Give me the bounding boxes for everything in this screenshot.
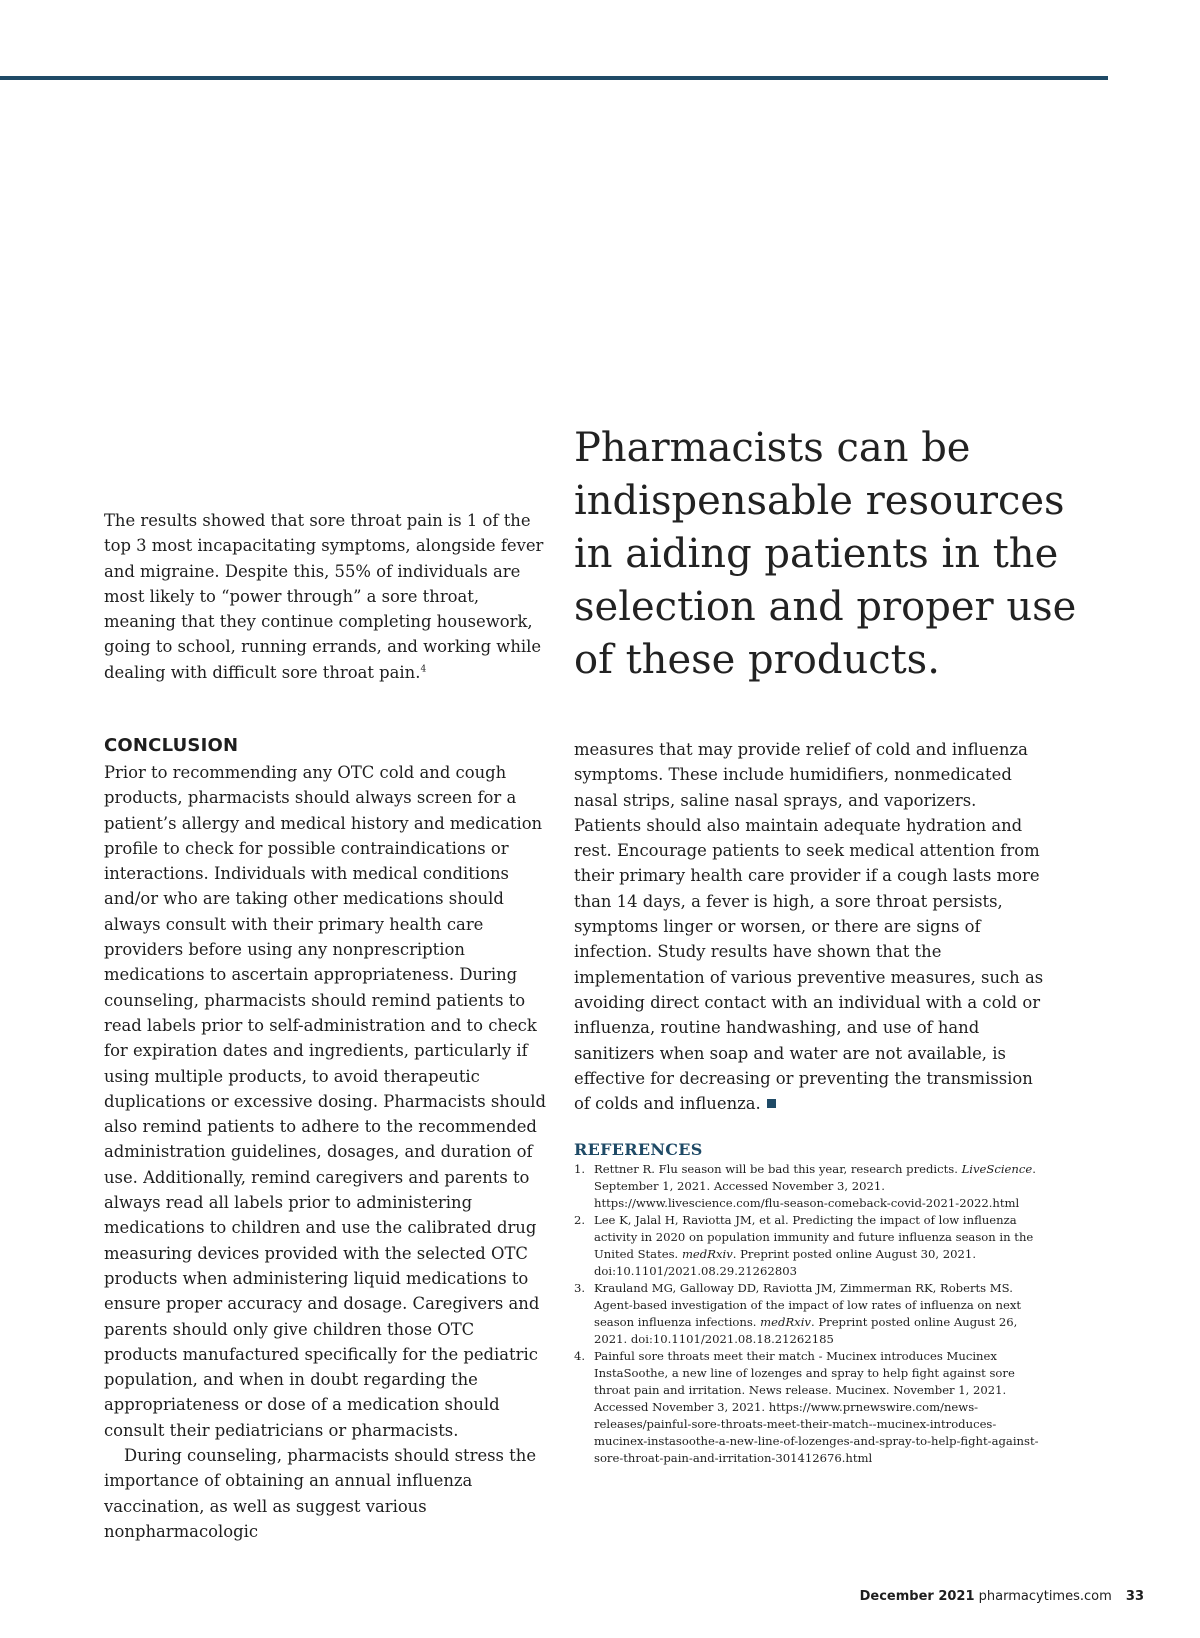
conclusion-section [104, 734, 550, 1544]
reference-text: Lee K, Jalal H, Raviotta JM, et al. Predicting the impact of low influenza activity in 2020 on population immunity and future influenza season in the United States. [594, 1213, 1034, 1261]
intro-text: The results showed that sore throat pain is 1 of the top 3 most incapacitating symptoms, alongside fever and migraine. Despite this, 55% of individuals are most likely to “power through” a sore throat, meaning that they continue completing housework, going to school, running errands, and working while dealing with difficult sore throat pain. [104, 511, 544, 682]
conclusion-paragraph-3: measures that may provide relief of cold and influenza symptoms. These include humidifiers, nonmedicated nasal strips, saline nasal sprays, and vaporizers. Patients should also maintain adequate hydration and rest. Encourage patients to seek medical attention from their primary health care provider if a cough lasts more than 14 days, a fever is high, a sore throat persists, symptoms linger or worsen, or there are signs of infection. Study results have shown that the implementation of various preventive measures, such as avoiding direct contact with an individual with a cold or influenza, routine handwashing, and use of hand sanitizers when soap and water are not available, is effective for decreasing or preventing the transmission of colds and influenza. [574, 740, 1044, 1114]
reference-item [574, 1348, 1044, 1467]
reference-number: 3. [574, 1281, 586, 1295]
reference-item [574, 1161, 1044, 1212]
reference-text-tail: . Preprint posted online August 26, 2021. doi:10.1101/2021.08.18.21262185 [594, 1315, 1018, 1346]
conclusion-paragraph-2: During counseling, pharmacists should stress the importance of obtaining an annual influenza vaccination, as well as suggest various nonpharmacologic [104, 1446, 537, 1541]
reference-journal: LiveScience [961, 1162, 1033, 1176]
reference-item [574, 1212, 1044, 1280]
reference-text: Rettner R. Flu season will be bad this year, research predicts. [594, 1162, 962, 1176]
top-rule [0, 76, 1108, 80]
reference-number: 4. [574, 1349, 586, 1363]
footer-site: pharmacytimes.com [978, 1589, 1112, 1604]
intro-paragraph [104, 508, 550, 685]
reference-number: 1. [574, 1162, 586, 1176]
references-heading: REFERENCES [574, 1140, 703, 1159]
pull-quote: Pharmacists can be indispensable resources in aiding patients in the selection and proper use of these products. [574, 425, 1077, 683]
references-section [574, 1140, 1044, 1467]
reference-item [574, 1280, 1044, 1348]
reference-journal: medRxiv [760, 1315, 811, 1329]
footer-date: December 2021 [859, 1589, 975, 1604]
reference-text: Krauland MG, Galloway DD, Raviotta JM, Zimmerman RK, Roberts MS. Agent-based investigation of the impact of low rates of influenza on next season influenza infections. [594, 1281, 1022, 1329]
intro-ref: 4 [420, 664, 427, 675]
page-number: 33 [1125, 1589, 1144, 1604]
reference-text-tail: . Preprint posted online August 30, 2021. doi:10.1101/2021.08.29.21262803 [594, 1247, 976, 1278]
page-footer [860, 1589, 1144, 1604]
reference-text: Painful sore throats meet their match - Mucinex introduces Mucinex InstaSoothe, a new line of lozenges and spray to help fight against sore throat pain and irritation. News release. Mucinex. November 1, 2021. Accessed November 3, 2021. https://www.prnewswire.com/news-releases/painful-sore-throats-meet-their-match--mucinex-introduces-mucinex-instasoothe-a-new-line-of-lozenges-and-spray-to-help-fight-against-sore-throat-pain-and-irritation-301412676.html [594, 1349, 1039, 1465]
reference-number: 2. [574, 1213, 586, 1227]
reference-journal: medRxiv [681, 1247, 733, 1261]
end-of-article-mark [767, 1099, 776, 1108]
reference-text-tail: . September 1, 2021. Accessed November 3, 2021. https://www.livescience.com/flu-season-comeback-covid-2021-2022.html [594, 1162, 1036, 1210]
references-list [574, 1161, 1044, 1467]
conclusion-heading: CONCLUSION [104, 735, 239, 756]
conclusion-paragraph-1: Prior to recommending any OTC cold and cough products, pharmacists should always screen for a patient’s allergy and medical history and medication profile to check for possible contraindications or interactions. Individuals with medical conditions and/or who are taking other medications should always consult with their primary health care providers before using any nonprescription medications to ascertain appropriateness. During counseling, pharmacists should remind patients to read labels prior to self-administration and to check for expiration dates and ingredients, particularly if using multiple products, to avoid therapeutic duplications or excessive dosing. Pharmacists should also remind patients to adhere to the recommended administration guidelines, dosages, and duration of use. Additionally, remind caregivers and parents to always read all labels prior to administering medications to children and use the calibrated drug measuring devices provided with the selected OTC products when administering liquid medications to ensure proper accuracy and dosage. Caregivers and parents should only give children those OTC products manufactured specifically for the pediatric population, and when in doubt regarding the appropriateness or dose of a medication should consult their pediatricians or pharmacists. [104, 763, 546, 1440]
conclusion-continued [574, 737, 1044, 1116]
